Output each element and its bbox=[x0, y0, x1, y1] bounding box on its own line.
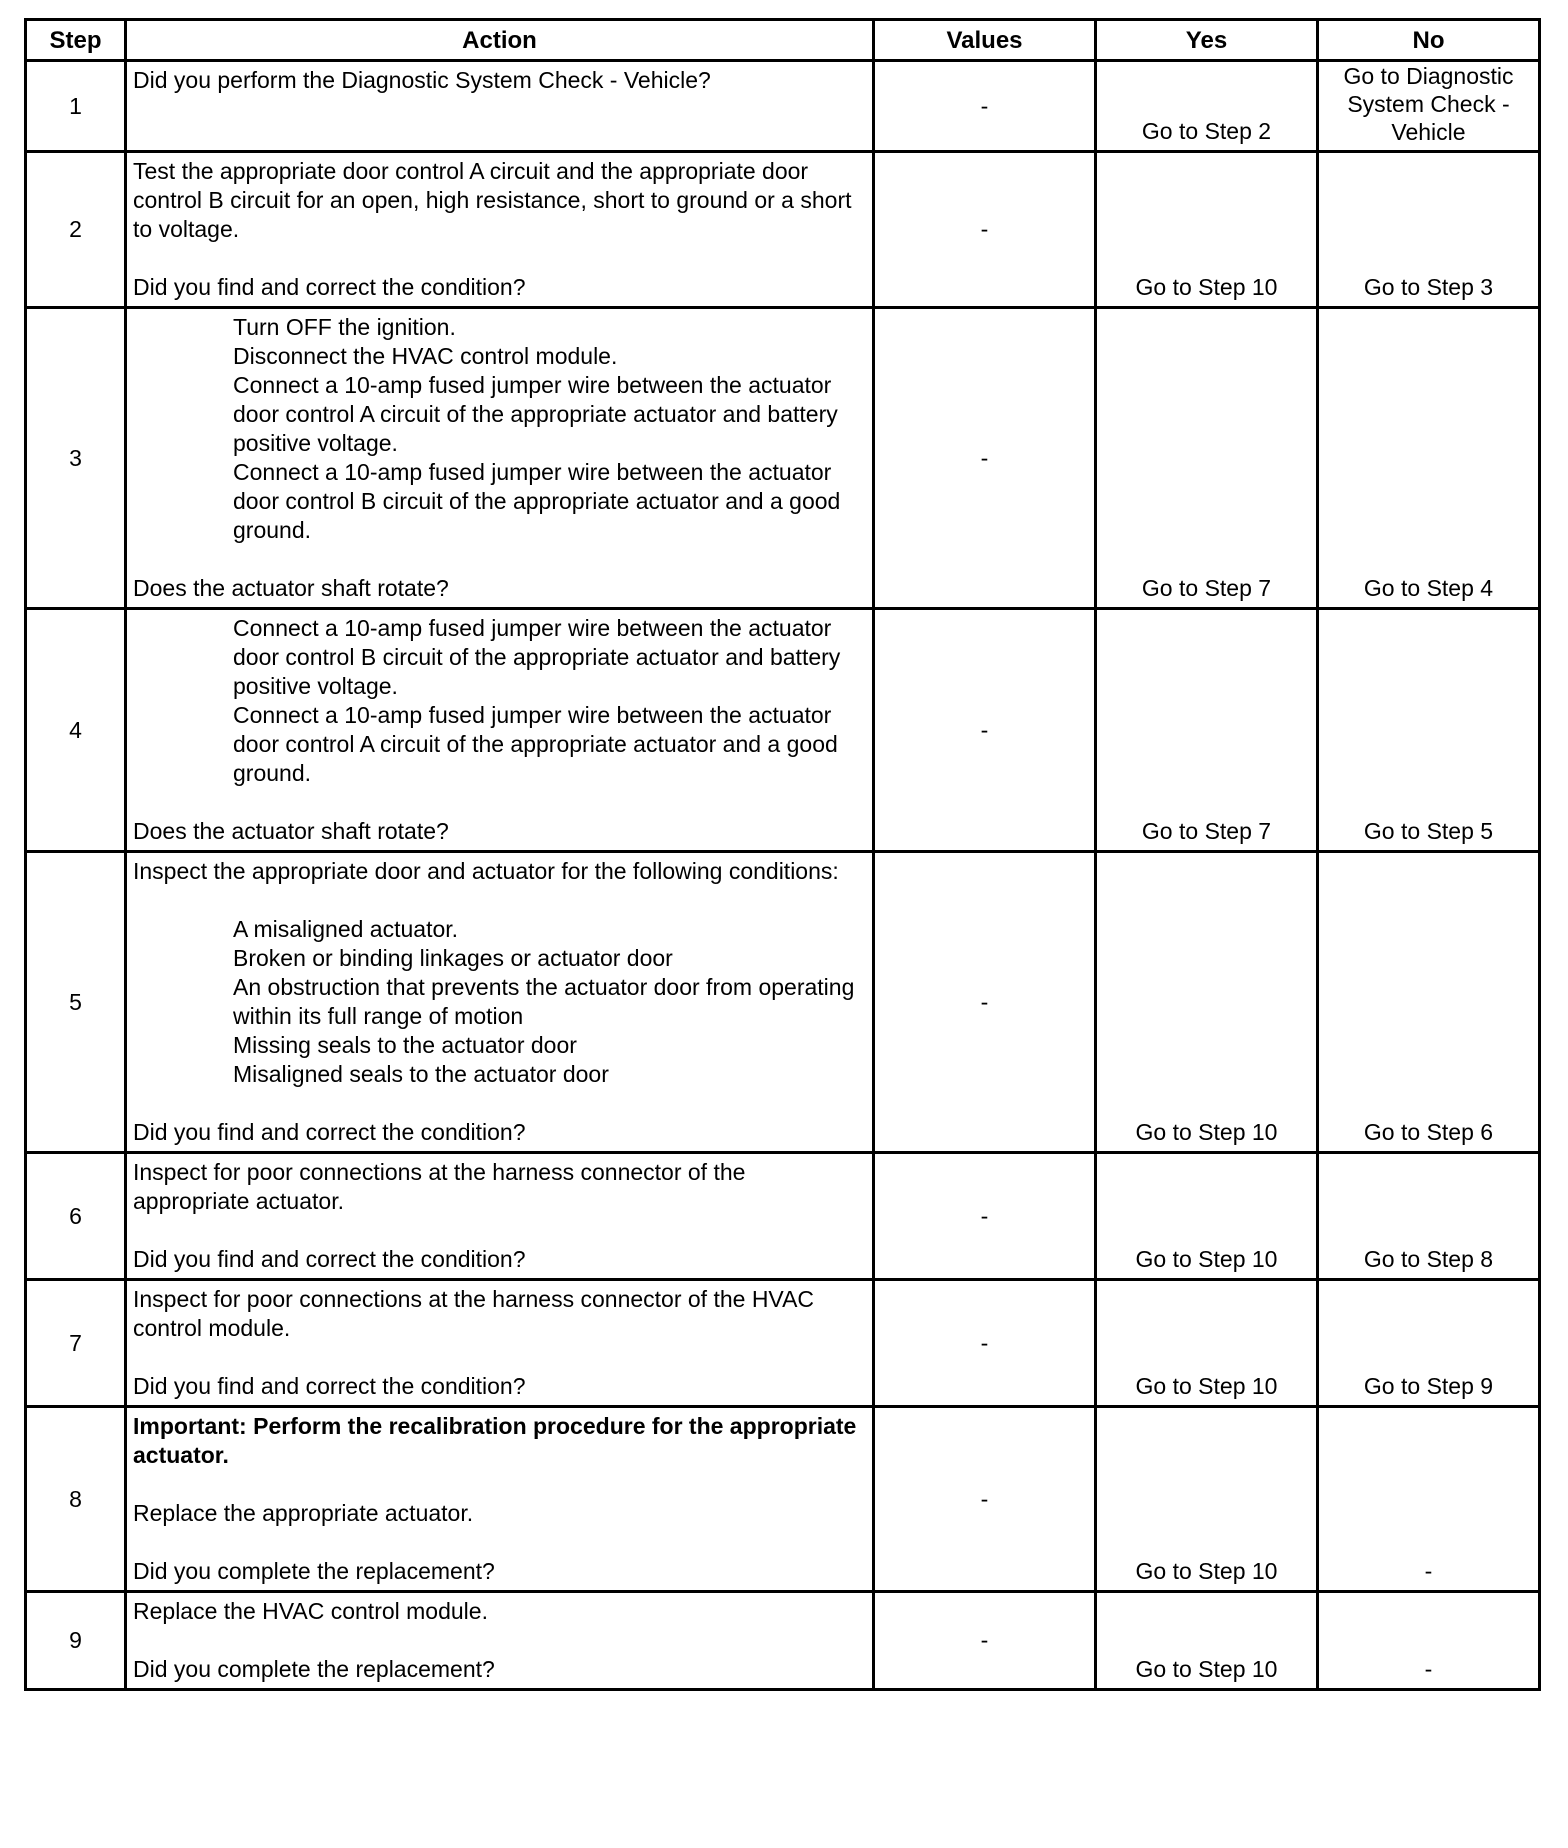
header-action: Action bbox=[126, 20, 874, 61]
step-number: 6 bbox=[26, 1153, 126, 1280]
action-text: Inspect for poor connections at the harness connector of the HVAC control module. bbox=[133, 1286, 815, 1341]
table-row bbox=[26, 152, 1540, 308]
step-number: 4 bbox=[26, 609, 126, 852]
table-row bbox=[26, 852, 1540, 1153]
action-question: Does the actuator shaft rotate? bbox=[133, 818, 449, 844]
values-cell: - bbox=[874, 1280, 1096, 1407]
table-row bbox=[26, 1153, 1540, 1280]
no-cell: Go to Step 6 bbox=[1318, 852, 1540, 1153]
substep: Disconnect the HVAC control module. bbox=[233, 343, 618, 369]
substep: Turn OFF the ignition. bbox=[233, 314, 456, 340]
yes-cell: Go to Step 2 bbox=[1096, 61, 1318, 152]
action-question: Did you complete the replacement? bbox=[133, 1558, 495, 1584]
values-cell: - bbox=[874, 852, 1096, 1153]
substep: An obstruction that prevents the actuator door from operating within its full range of motion bbox=[233, 974, 855, 1029]
substep: Connect a 10-amp fused jumper wire between the actuator door control A circuit of the appropriate actuator and battery positive voltage. bbox=[233, 372, 838, 456]
values-cell: - bbox=[874, 609, 1096, 852]
values-cell: - bbox=[874, 1153, 1096, 1280]
no-cell: Go to Step 5 bbox=[1318, 609, 1540, 852]
no-cell: Go to Step 8 bbox=[1318, 1153, 1540, 1280]
table-row bbox=[26, 1407, 1540, 1592]
action-text: Inspect for poor connections at the harness connector of the appropriate actuator. bbox=[133, 1159, 746, 1214]
action-cell bbox=[126, 1592, 874, 1690]
no-cell: Go to Step 9 bbox=[1318, 1280, 1540, 1407]
table-body bbox=[26, 61, 1540, 1690]
step-number: 5 bbox=[26, 852, 126, 1153]
action-cell bbox=[126, 1407, 874, 1592]
step-number: 3 bbox=[26, 308, 126, 609]
yes-cell: Go to Step 10 bbox=[1096, 1153, 1318, 1280]
action-cell bbox=[126, 1153, 874, 1280]
table-header bbox=[26, 20, 1540, 61]
step-number: 7 bbox=[26, 1280, 126, 1407]
action-cell bbox=[126, 852, 874, 1153]
action-question: Does the actuator shaft rotate? bbox=[133, 575, 449, 601]
yes-cell: Go to Step 10 bbox=[1096, 1407, 1318, 1592]
header-row bbox=[26, 20, 1540, 61]
substep: Connect a 10-amp fused jumper wire between the actuator door control A circuit of the appropriate actuator and a good ground. bbox=[233, 702, 838, 786]
yes-cell: Go to Step 10 bbox=[1096, 152, 1318, 308]
yes-cell: Go to Step 10 bbox=[1096, 852, 1318, 1153]
action-text: Replace the appropriate actuator. bbox=[133, 1500, 474, 1526]
diagnostic-table bbox=[24, 18, 1541, 1691]
table-row bbox=[26, 61, 1540, 152]
header-no: No bbox=[1318, 20, 1540, 61]
action-question: Did you find and correct the condition? bbox=[133, 274, 526, 300]
step-number: 1 bbox=[26, 61, 126, 152]
values-cell: - bbox=[874, 1407, 1096, 1592]
values-cell: - bbox=[874, 152, 1096, 308]
action-question: Did you find and correct the condition? bbox=[133, 1119, 526, 1145]
no-cell: Go to Step 4 bbox=[1318, 308, 1540, 609]
important-note: Important: Perform the recalibration procedure for the appropriate actuator. bbox=[133, 1413, 857, 1468]
yes-cell: Go to Step 10 bbox=[1096, 1280, 1318, 1407]
action-question: Did you find and correct the condition? bbox=[133, 1246, 526, 1272]
table-row bbox=[26, 1592, 1540, 1690]
action-text: Did you perform the Diagnostic System Check - Vehicle? bbox=[133, 67, 711, 93]
action-cell bbox=[126, 152, 874, 308]
substep: Misaligned seals to the actuator door bbox=[233, 1061, 609, 1087]
action-cell bbox=[126, 308, 874, 609]
action-cell bbox=[126, 61, 874, 152]
step-number: 2 bbox=[26, 152, 126, 308]
action-cell bbox=[126, 609, 874, 852]
values-cell: - bbox=[874, 308, 1096, 609]
step-number: 8 bbox=[26, 1407, 126, 1592]
values-cell: - bbox=[874, 61, 1096, 152]
substep: Connect a 10-amp fused jumper wire between the actuator door control B circuit of the appropriate actuator and a good ground. bbox=[233, 459, 841, 543]
values-cell: - bbox=[874, 1592, 1096, 1690]
action-text: Test the appropriate door control A circuit and the appropriate door control B circuit for an open, high resistance, short to ground or a short to voltage. bbox=[133, 158, 852, 242]
yes-cell: Go to Step 7 bbox=[1096, 609, 1318, 852]
substep: Missing seals to the actuator door bbox=[233, 1032, 577, 1058]
action-question: Did you complete the replacement? bbox=[133, 1656, 495, 1682]
table-row bbox=[26, 308, 1540, 609]
table-row bbox=[26, 609, 1540, 852]
substep: A misaligned actuator. bbox=[233, 916, 459, 942]
yes-cell: Go to Step 7 bbox=[1096, 308, 1318, 609]
no-cell: Go to Diagnostic System Check - Vehicle bbox=[1318, 61, 1540, 152]
action-cell bbox=[126, 1280, 874, 1407]
action-question: Did you find and correct the condition? bbox=[133, 1373, 526, 1399]
header-yes: Yes bbox=[1096, 20, 1318, 61]
substep-list bbox=[133, 614, 866, 788]
header-step: Step bbox=[26, 20, 126, 61]
substep: Broken or binding linkages or actuator door bbox=[233, 945, 673, 971]
substep: Connect a 10-amp fused jumper wire between the actuator door control B circuit of the appropriate actuator and battery positive voltage. bbox=[233, 615, 841, 699]
substep-list bbox=[133, 915, 866, 1089]
table-row bbox=[26, 1280, 1540, 1407]
header-values: Values bbox=[874, 20, 1096, 61]
no-cell: - bbox=[1318, 1407, 1540, 1592]
no-cell: - bbox=[1318, 1592, 1540, 1690]
yes-cell: Go to Step 10 bbox=[1096, 1592, 1318, 1690]
action-text: Inspect the appropriate door and actuator for the following conditions: bbox=[133, 858, 839, 884]
action-text: Replace the HVAC control module. bbox=[133, 1598, 488, 1624]
step-number: 9 bbox=[26, 1592, 126, 1690]
no-cell: Go to Step 3 bbox=[1318, 152, 1540, 308]
substep-list bbox=[133, 313, 866, 545]
